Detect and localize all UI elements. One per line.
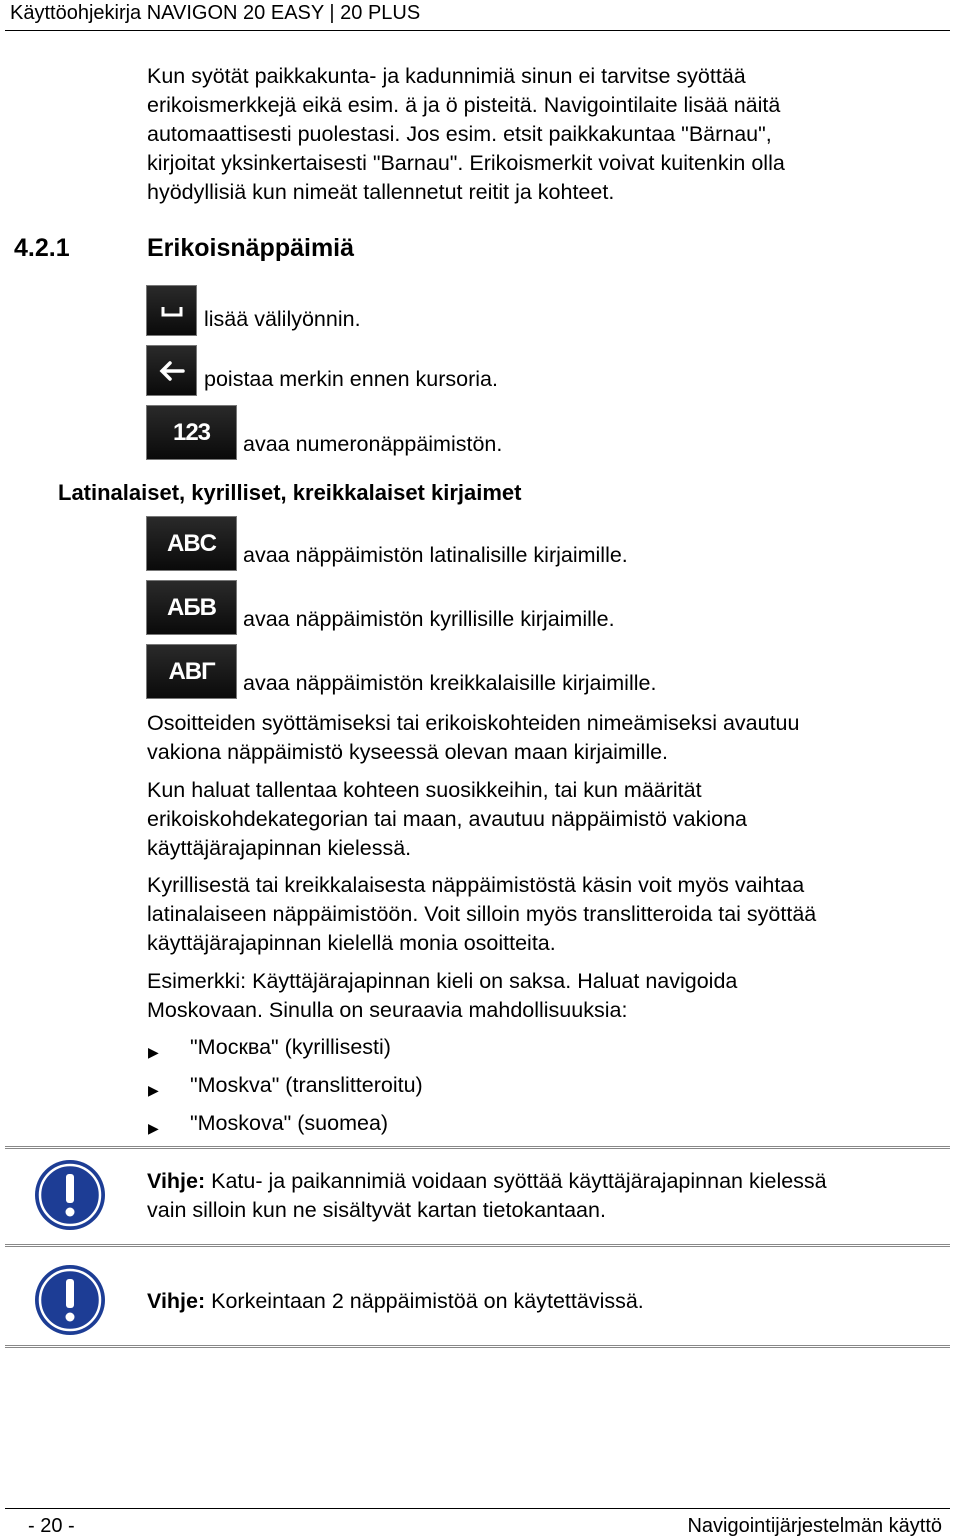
section-number: 4.2.1: [14, 234, 70, 262]
exclamation-icon: [33, 1263, 107, 1337]
intro-line: erikoismerkkejä eikä esim. ä ja ö pisteitä. Navigointilaite lisää näitä: [147, 93, 781, 117]
note-line: Korkeintaan 2 näppäimistöä on käytettävissä.: [205, 1289, 644, 1313]
page-number: - 20 -: [28, 1515, 75, 1537]
paragraph-line: Kyrillisestä tai kreikkalaisesta näppäimistöstä käsin voit myös vaihtaa: [147, 873, 805, 897]
paragraph-line: vakiona näppäimistö kyseessä olevan maan kirjaimille.: [147, 740, 669, 764]
note-line: Katu- ja paikannimiä voidaan syöttää käyttäjärajapinnan kielessä: [205, 1169, 827, 1193]
backspace-key-desc: poistaa merkin ennen kursoria.: [204, 367, 498, 391]
bullet-item: "Moskva" (translitteroitu): [190, 1073, 423, 1097]
greek-key-desc: avaa näppäimistön kreikkalaisille kirjaimille.: [243, 671, 657, 695]
header-rule: [5, 30, 950, 31]
latin-key-desc: avaa näppäimistön latinalisille kirjaimille.: [243, 543, 628, 567]
greek-key-label: ΑΒΓ: [168, 657, 215, 685]
note-text: [147, 1167, 827, 1225]
exclamation-icon: [33, 1158, 107, 1232]
note-label: Vihje:: [147, 1169, 206, 1193]
alphabet-heading: Latinalaiset, kyrilliset, kreikkalaiset kirjaimet: [58, 480, 522, 505]
cyrillic-key-label: АБВ: [167, 593, 216, 621]
note-rule: [5, 1345, 950, 1348]
bullet-arrow-icon: ▶: [148, 1044, 159, 1060]
intro-line: kirjoitat yksinkertaisesti "Barnau". Erikoismerkit voivat kuitenkin olla: [147, 151, 785, 175]
paragraph-line: Kun haluat tallentaa kohteen suosikkeihin, tai kun määrität: [147, 778, 702, 802]
paragraph-line: käyttäjärajapinnan kielessä.: [147, 836, 412, 860]
note-label: Vihje:: [147, 1289, 206, 1313]
intro-line: automaattisesti puolestasi. Jos esim. etsit paikkakuntaa "Bärnau",: [147, 122, 772, 146]
paragraph-favourites: [147, 776, 747, 863]
paragraph-transliteration: [147, 871, 816, 958]
backspace-key-icon: [146, 345, 197, 396]
paragraph-line: latinalaiseen näppäimistöön. Voit silloin myös translitteroida tai syöttää: [147, 902, 817, 926]
space-symbol: [160, 304, 184, 318]
bullet-item: "Москва" (kyrillisesti): [190, 1035, 391, 1059]
note-rule: [5, 1146, 950, 1149]
numbers-key-desc: avaa numeronäppäimistön.: [243, 432, 503, 456]
paragraph-line: Moskovaan. Sinulla on seuraavia mahdollisuuksia:: [147, 998, 628, 1022]
paragraph-keyboard-default: [147, 709, 799, 767]
cyrillic-key-desc: avaa näppäimistön kyrillisille kirjaimille.: [243, 607, 615, 631]
paragraph-example: [147, 967, 737, 1025]
paragraph-line: erikoiskohdekategorian tai maan, avautuu näppäimistö vakiona: [147, 807, 747, 831]
greek-key-icon: [146, 644, 237, 699]
section-title: Erikoisnäppäimiä: [147, 234, 355, 262]
note-rule: [5, 1244, 950, 1247]
chapter-title: Navigointijärjestelmän käyttö: [687, 1515, 942, 1537]
space-key-desc: lisää välilyönnin.: [204, 307, 361, 331]
bullet-item: "Moskova" (suomea): [190, 1111, 389, 1135]
backspace-arrow: [157, 359, 187, 383]
numbers-key-label: 123: [172, 418, 211, 446]
intro-paragraph: [147, 62, 785, 207]
space-key-icon: [146, 285, 197, 336]
numbers-key-icon: [146, 405, 237, 460]
paragraph-line: käyttäjärajapinnan kielellä monia osoitteita.: [147, 931, 556, 955]
intro-line: hyödyllisiä kun nimeät tallennetut reitit ja kohteet.: [147, 180, 615, 204]
intro-line: Kun syötät paikkakunta- ja kadunnimiä sinun ei tarvitse syöttää: [147, 64, 746, 88]
paragraph-line: Osoitteiden syöttämiseksi tai erikoiskohteiden nimeämiseksi avautuu: [147, 711, 800, 735]
bullet-arrow-icon: ▶: [148, 1120, 159, 1136]
paragraph-line: Esimerkki: Käyttäjärajapinnan kieli on saksa. Haluat navigoida: [147, 969, 738, 993]
document-header: Käyttöohjekirja NAVIGON 20 EASY | 20 PLUS: [10, 2, 421, 24]
bullet-arrow-icon: ▶: [148, 1082, 159, 1098]
note-line: vain silloin kun ne sisältyvät kartan tietokantaan.: [147, 1198, 606, 1222]
cyrillic-key-icon: [146, 580, 237, 635]
latin-key-label: ABC: [167, 529, 216, 557]
footer-rule: [5, 1508, 950, 1509]
latin-key-icon: [146, 516, 237, 571]
note-text: [147, 1287, 644, 1316]
